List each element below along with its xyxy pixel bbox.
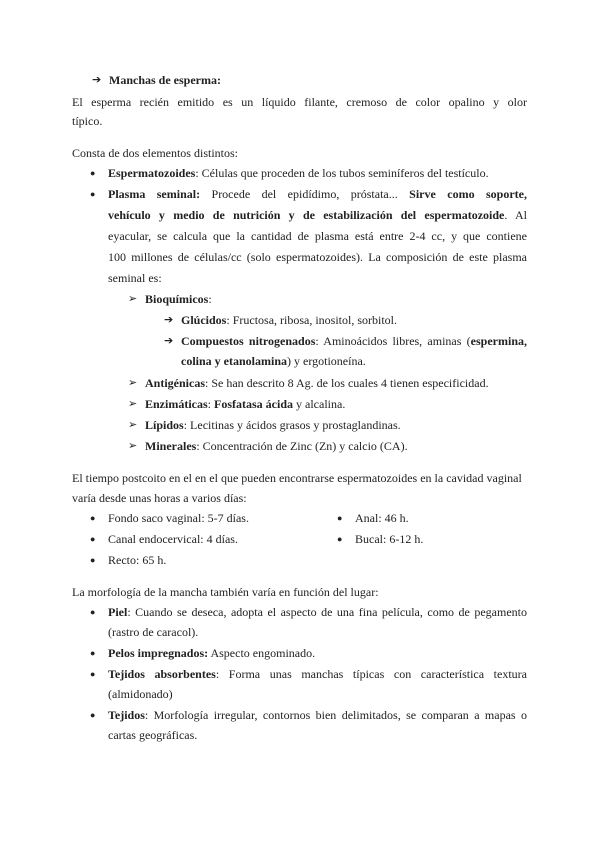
- sub-item-enzimaticas: Enzimáticas: Fosfatasa ácida y alcalina.: [145, 397, 346, 411]
- sub-item-bioquimicos: Bioquímicos:: [145, 292, 212, 306]
- list-item-espermatozoides: Espermatozoides: Células que proceden de los tubos seminíferos del testículo.: [108, 166, 489, 180]
- piel-line-2: (rastro de caracol).: [108, 625, 199, 639]
- postcoito-line-2: varía desde unas horas a varios días:: [72, 491, 247, 505]
- list-item-tejidos-absorbentes: Tejidos absorbentes: Forma unas manchas típicas con característica textura: [108, 667, 528, 681]
- heading-title: Manchas de esperma:: [109, 73, 221, 87]
- plasma-line-1: Plasma seminal: Procede del epidídimo, próstata... Sirve como soporte,: [108, 187, 527, 201]
- compuestos-line-2: colina y etanolamina) y ergotioneína.: [181, 354, 366, 368]
- term-label: Plasma seminal:: [108, 187, 201, 201]
- arrowhead-icon: ➢: [128, 439, 138, 452]
- arrowhead-icon: ➢: [128, 376, 138, 389]
- list-item: Canal endocervical: 4 días.: [108, 532, 238, 546]
- bullet-icon: ●: [90, 513, 96, 523]
- intro-line-2: típico.: [72, 114, 103, 128]
- sub-item-minerales: Minerales: Concentración de Zinc (Zn) y calcio (CA).: [145, 439, 408, 453]
- sub-sub-item-compuestos: Compuestos nitrogenados: Aminoácidos libres, aminas (espermina,: [181, 334, 527, 348]
- tejidos-line-2: cartas geográficas.: [108, 728, 198, 742]
- arrow-icon: ➔: [164, 313, 174, 326]
- bullet-icon: ●: [337, 513, 343, 523]
- list-item-pelos: Pelos impregnados: Aspecto engominado.: [108, 646, 316, 660]
- tejidos-absorbentes-line-2: (almidonado): [108, 687, 173, 701]
- bullet-icon: ●: [90, 534, 96, 544]
- bullet-icon: ●: [90, 648, 96, 658]
- list-item: Fondo saco vaginal: 5-7 días.: [108, 511, 249, 525]
- morfologia-intro: La morfología de la mancha también varía en función del lugar:: [72, 585, 379, 599]
- plasma-line-2: vehículo y medio de nutrición y de estabilización del espermatozoide. Al: [108, 208, 527, 222]
- arrowhead-icon: ➢: [128, 397, 138, 410]
- arrowhead-icon: ➢: [128, 418, 138, 431]
- bullet-icon: ●: [90, 189, 96, 199]
- arrow-icon: ➔: [164, 334, 174, 347]
- list-item: Anal: 46 h.: [355, 511, 409, 525]
- sub-item-antigenicas: Antigénicas: Se han descrito 8 Ag. de los cuales 4 tienen especificidad.: [145, 376, 489, 390]
- list-item: Bucal: 6-12 h.: [355, 532, 424, 546]
- sub-sub-item-glucidos: Glúcidos: Fructosa, ribosa, inositol, sorbitol.: [181, 313, 398, 327]
- bullet-icon: ●: [90, 669, 96, 679]
- term-label: Espermatozoides: [108, 166, 196, 180]
- bullet-icon: ●: [90, 555, 96, 565]
- list-item-piel: Piel: Cuando se deseca, adopta el aspecto de una fina película, como de pegamento: [108, 605, 527, 619]
- bullet-icon: ●: [337, 534, 343, 544]
- plasma-line-3: eyacular, se calcula que la cantidad de plasma está entre 2-4 cc, y que contiene: [108, 229, 527, 243]
- plasma-line-4: 100 millones de células/cc (solo espermatozoides). La composición de este plasma: [108, 250, 527, 264]
- bullet-icon: ●: [90, 168, 96, 178]
- bullet-icon: ●: [90, 710, 96, 720]
- postcoito-line-1: El tiempo postcoito en el en el que pueden encontrarse espermatozoides en la cavidad vaginal: [72, 471, 522, 485]
- consta-line: Consta de dos elementos distintos:: [72, 146, 238, 160]
- sub-item-lipidos: Lípidos: Lecitinas y ácidos grasos y prostaglandinas.: [145, 418, 401, 432]
- arrow-icon: ➔: [92, 73, 102, 86]
- arrowhead-icon: ➢: [128, 292, 138, 305]
- bullet-icon: ●: [90, 607, 96, 617]
- section-heading: [109, 72, 221, 88]
- list-item-tejidos: Tejidos: Morfología irregular, contornos bien delimitados, se comparan a mapas o: [108, 708, 527, 722]
- list-item: Recto: 65 h.: [108, 553, 167, 567]
- intro-line-1: El esperma recién emitido es un líquido filante, cremoso de color opalino y olor: [72, 95, 527, 109]
- plasma-line-5: seminal es:: [108, 271, 162, 285]
